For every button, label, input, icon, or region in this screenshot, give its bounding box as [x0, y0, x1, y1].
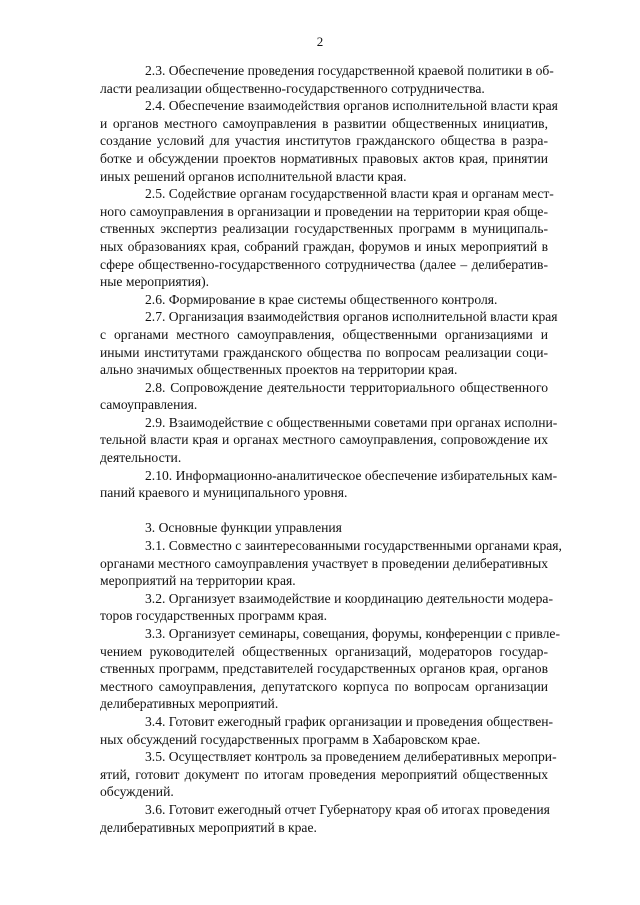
paragraph-p2-4 [100, 97, 558, 185]
page-number: 2 [316, 34, 324, 49]
paragraph-line: 2.8. Сопровождение деятельности территориального общественного [145, 379, 548, 395]
paragraph-p2-3 [100, 62, 554, 97]
paragraph-line: иных решений органов исполнительной власти края. [100, 168, 407, 184]
paragraph-p2-9 [100, 414, 558, 467]
paragraph-line: мероприятий на территории края. [100, 573, 296, 589]
paragraph-line: 3.6. Готовит ежегодный отчет Губернатору края об итогах проведения [145, 801, 550, 817]
paragraph-p3-5 [100, 748, 557, 801]
paragraph-p3-2 [100, 590, 553, 625]
paragraph-p2-7 [100, 308, 558, 378]
paragraph-p3-1 [100, 537, 562, 590]
paragraph-line: 3.3. Организует семинары, совещания, форумы, конференции с привле- [145, 626, 560, 641]
paragraph-line: ные мероприятия). [100, 274, 210, 290]
paragraph-p3-4 [100, 713, 554, 748]
paragraph-line: делиберативных мероприятий. [100, 696, 279, 712]
paragraph-line: самоуправления. [100, 397, 198, 413]
paragraph-line: 2.9. Взаимодействие с общественными советами при органах исполни- [145, 414, 558, 430]
paragraph-line: 2.3. Обеспечение проведения государственной краевой политики в об- [145, 63, 554, 78]
paragraph-line: с органами местного самоуправления, общественными организациями и [100, 326, 548, 342]
paragraph-line: ально значимых общественных проектов на территории края. [100, 362, 458, 378]
paragraph-line: 3.1. Совместно с заинтересованными государственными органами края, [145, 538, 562, 554]
paragraph-p2-10 [100, 467, 558, 502]
paragraph-line: 2.6. Формирование в крае системы общественного контроля. [145, 291, 498, 307]
paragraph-line: 2.5. Содействие органам государственной власти края и органам мест- [145, 186, 554, 202]
paragraph-line: 2.7. Организация взаимодействия органов исполнительной власти края [145, 309, 558, 325]
paragraph-line: паний краевого и муниципального уровня. [100, 485, 348, 501]
paragraph-line: и органов местного самоуправления в развитии общественных инициатив, [100, 115, 548, 131]
paragraph-line: делиберативных мероприятий в крае. [100, 819, 317, 835]
paragraph-p2-5 [100, 185, 554, 291]
paragraph-line: ных образованиях края, собраний граждан, форумов и иных мероприятий в [100, 238, 548, 254]
paragraph-line: ласти реализации общественно-государственного сотрудничества. [100, 80, 485, 96]
paragraph-line: обсуждений. [100, 784, 174, 800]
paragraph-line: 3.4. Готовит ежегодный график организации и проведения обществен- [145, 713, 554, 729]
section-heading: 3. Основные функции управления [145, 520, 342, 536]
document-body [100, 62, 562, 836]
paragraph-line: тельной власти края и органах местного самоуправления, сопровождение их [100, 432, 548, 448]
section-spacer [100, 502, 548, 520]
paragraph-line: деятельности. [100, 450, 182, 466]
paragraph-line: ственных экспертиз реализации государственных программ в муниципаль- [100, 221, 548, 237]
paragraph-line: ных обсуждений государственных программ в Хабаровском крае. [100, 731, 481, 747]
paragraph-line: ственных программ, представителей государственных органов края, органов [100, 661, 548, 677]
paragraph-p3-3 [100, 625, 560, 713]
paragraph-line: создание условий для участия институтов гражданского общества в разра- [100, 133, 548, 149]
paragraph-line: торов государственных программ края. [100, 608, 328, 624]
paragraph-line: сфере общественно-государственного сотрудничества (далее – делибератив- [100, 256, 548, 272]
paragraph-line: ятий, готовит документ по итогам проведения мероприятий общественных [100, 766, 548, 782]
paragraph-p2-8 [100, 379, 548, 414]
paragraph-line: 3.5. Осуществляет контроль за проведением делиберативных меропри- [145, 749, 557, 765]
paragraph-line: местного самоуправления, депутатского корпуса по вопросам организации [100, 678, 548, 694]
paragraph-line: органами местного самоуправления участвует в проведении делиберативных [100, 555, 548, 571]
paragraph-line: иными институтами гражданского общества по вопросам реализации соци- [100, 344, 548, 360]
paragraph-line: ботке и обсуждении проектов нормативных правовых актов края, принятии [100, 150, 548, 166]
paragraph-line: 2.10. Информационно-аналитическое обеспечение избирательных кам- [145, 467, 558, 483]
paragraph-p2-6 [100, 291, 548, 309]
paragraph-line: чением руководителей общественных организаций, модераторов государ- [100, 643, 548, 659]
paragraph-line: 3.2. Организует взаимодействие и координацию деятельности модера- [145, 590, 553, 606]
paragraph-line: ного самоуправления в организации и проведении на территории края обще- [100, 203, 548, 219]
paragraph-p3-6 [100, 801, 548, 836]
paragraph-line: 2.4. Обеспечение взаимодействия органов исполнительной власти края [145, 98, 558, 114]
